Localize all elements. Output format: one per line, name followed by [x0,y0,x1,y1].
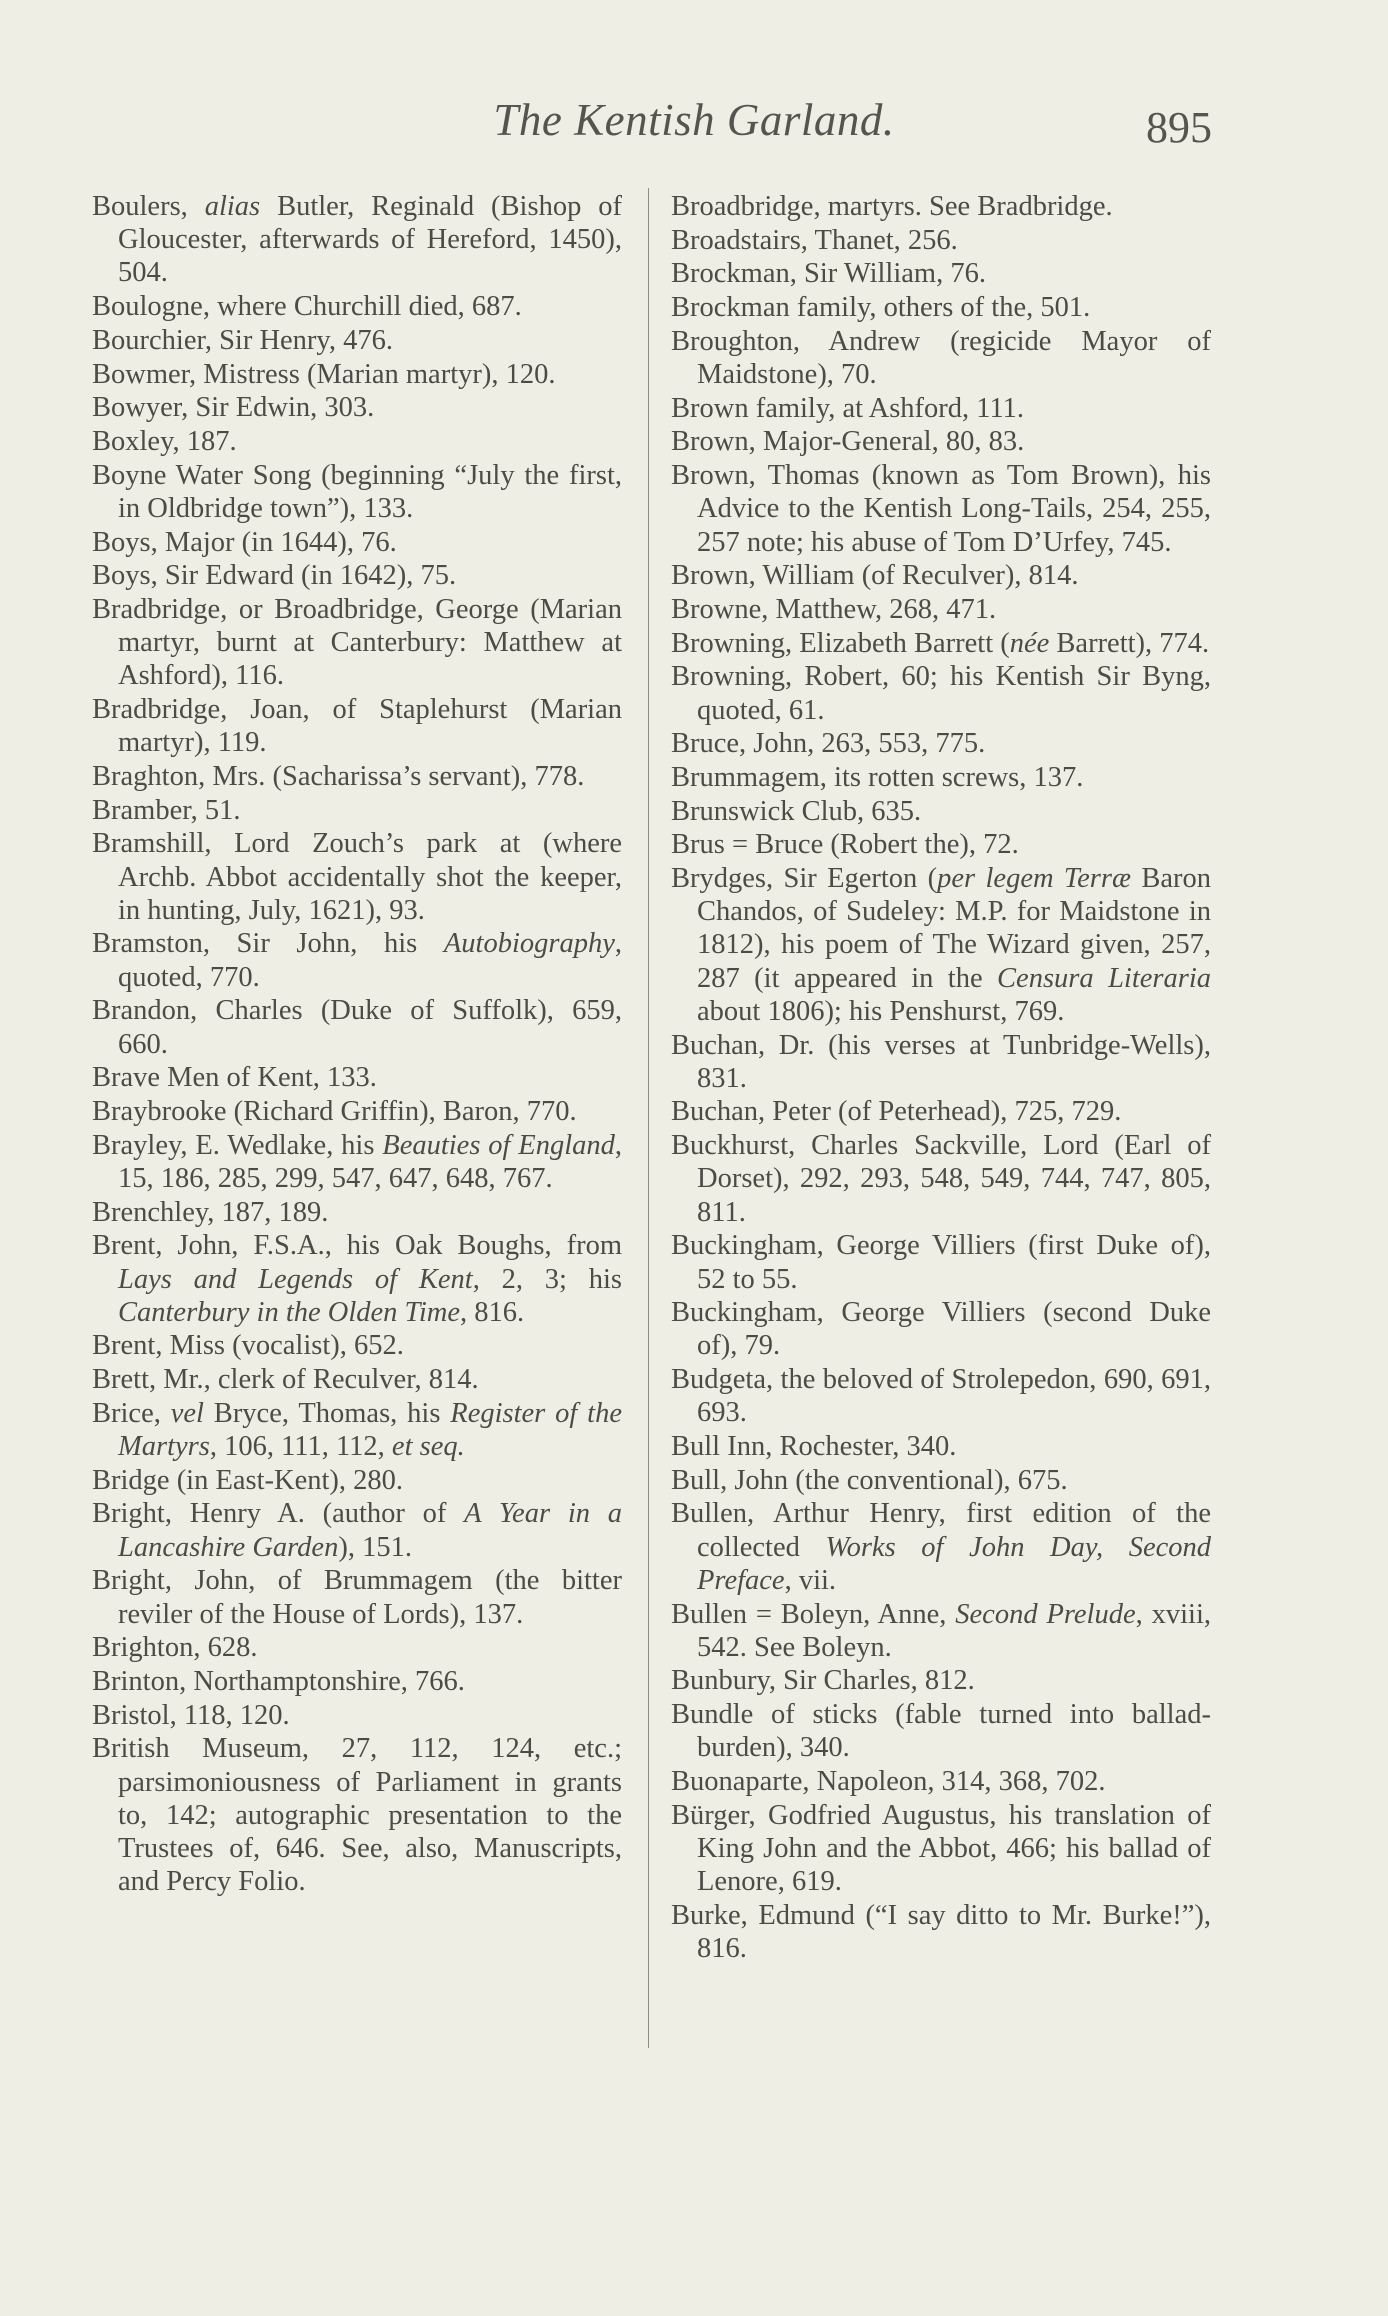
entry-title-italic: alias [204,191,261,222]
entry-text: , 816. [459,1296,525,1328]
entry-text: Bundle of sticks (fable turned into ballad-burden), 340. [671,1699,1211,1764]
index-entry [671,627,1211,660]
entry-text: Brenchley, 187, 189. [92,1196,329,1228]
entry-text: Baron Chandos, of Sudeley: M.P. for Maidstone in 1812), his poem of The Wizard given, 257, 287 (it appeared in the [697,863,1211,994]
entry-title-italic: Canterbury in the Olden Time [118,1296,460,1328]
right-column [671,190,1211,1966]
index-entry [671,660,1211,726]
entry-text: Brydges, Sir Egerton ( [671,863,938,895]
entry-title-italic: Works of John Day, Second Preface [697,1531,1212,1596]
index-entry [92,290,622,323]
entry-text: Brent, Miss (vocalist), 652. [92,1330,404,1362]
entry-text: Bramshill, Lord Zouch’s park at (where Archb. Abbot accidentally shot the keeper, in hunting, July, 1621), 93. [92,828,622,926]
index-entry [92,559,622,592]
index-entry [671,1363,1211,1429]
index-entry [671,1497,1211,1597]
entry-text: Broadbridge, martyrs. See Bradbridge. [671,191,1113,222]
entry-text: Brighton, 628. [92,1632,258,1664]
entry-text: Boys, Sir Edward (in 1642), 75. [92,560,457,592]
index-entry [671,1799,1211,1899]
entry-title-italic: Autobiography [443,928,615,960]
index-entry [671,1129,1211,1229]
entry-text: Brinton, Northamptonshire, 766. [92,1665,465,1697]
entry-text: Bridge (in East-Kent), 280. [92,1464,404,1496]
index-entry [92,1229,622,1329]
index-entry [671,224,1211,257]
entry-text: Boulogne, where Churchill died, 687. [92,291,522,323]
entry-text: Braybrooke (Richard Griffin), Baron, 770. [92,1095,577,1127]
entry-text: Brice, [92,1397,171,1429]
index-entry [671,593,1211,626]
index-entry [671,425,1211,458]
entry-text: about 1806); his Penshurst, 769. [697,995,1065,1027]
index-entry [92,459,622,525]
entry-title-italic: et seq. [391,1431,465,1463]
entry-text: Bright, John, of Brummagem (the bitter reviler of the House of Lords), 137. [92,1565,622,1630]
index-entry [671,1664,1211,1697]
entry-text: Bramston, Sir John, his [92,928,444,960]
index-entry [671,257,1211,290]
entry-text: , 2, 3; his [472,1263,622,1295]
index-entry [92,1665,622,1698]
entry-text: Brockman, Sir William, 76. [671,258,986,290]
entry-text: Buonaparte, Napoleon, 314, 368, 702. [671,1766,1106,1798]
entry-text: Bradbridge, Joan, of Staplehurst (Marian martyr), 119. [92,694,622,759]
entry-text: Buchan, Peter (of Peterhead), 725, 729. [671,1096,1122,1128]
entry-text: Brown, Thomas (known as Tom Brown), his Advice to the Kentish Long-Tails, 254, 255, 257 note; his abuse of Tom D’Urfey, 745. [671,460,1211,558]
entry-text: Browne, Matthew, 268, 471. [671,593,997,625]
entry-text: Bradbridge, or Broadbridge, George (Marian martyr, burnt at Canterbury: Matthew at Ashford), 116. [92,593,622,692]
index-entry [92,526,622,559]
entry-text: Brown family, at Ashford, 111. [671,392,1025,424]
entry-text: Brunswick Club, 635. [671,795,922,827]
entry-text: Brown, William (of Reculver), 814. [671,560,1079,592]
index-entry [92,324,622,357]
entry-text: Bryce, Thomas, his [203,1397,451,1429]
index-entry [671,795,1211,828]
index-entry [671,1598,1211,1664]
index-entry [92,760,622,793]
index-entry [671,392,1211,425]
index-entry [671,559,1211,592]
entry-text: Bullen = Boleyn, Anne, [671,1598,956,1630]
entry-text: Brent, John, F.S.A., his Oak Boughs, from [92,1230,622,1262]
entry-text: Bürger, Godfried Augustus, his translation of King John and the Abbot, 466; his ballad of Lenore, 619. [671,1799,1211,1898]
entry-text: Bunbury, Sir Charles, 812. [671,1665,975,1697]
index-entry [92,1631,622,1664]
index-entry [671,325,1211,391]
index-entry [92,1363,622,1396]
index-entry [92,693,622,759]
index-entry [92,927,622,993]
entry-text: Bourchier, Sir Henry, 476. [92,324,393,356]
index-entry [671,190,1211,223]
entry-text: Bull Inn, Rochester, 340. [671,1431,957,1463]
entry-text: , 106, 111, 112, [209,1431,392,1463]
index-entry [92,1196,622,1229]
index-entry [671,1430,1211,1463]
entry-text: Buchan, Dr. (his verses at Tunbridge-Wells), 831. [671,1029,1211,1094]
page-number: 895 [1146,103,1212,152]
index-entry [671,761,1211,794]
entry-text: ), 151. [338,1531,412,1563]
entry-text: Bright, Henry A. (author of [92,1498,465,1530]
entry-text: Boys, Major (in 1644), 76. [92,526,397,558]
entry-text: Bristol, 118, 120. [92,1699,290,1731]
entry-text: Butler, Reginald (Bishop of Gloucester, afterwards of Hereford, 1450), 504. [118,191,622,289]
entry-text: Buckingham, George Villiers (second Duke of), 79. [671,1297,1211,1362]
running-title: The Kentish Garland. [493,95,895,145]
entry-title-italic: vel [170,1397,204,1429]
entry-text: Bowyer, Sir Edwin, 303. [92,392,375,424]
index-entry [92,593,622,693]
index-entry [671,727,1211,760]
entry-title-italic: A Year in a Lancashire Garden [118,1498,622,1563]
entry-text: , quoted, 770. [118,928,622,993]
entry-title-italic: née [1009,627,1050,659]
index-entry [671,459,1211,559]
entry-title-italic: Beauties of England [382,1129,615,1161]
index-entry [671,862,1211,1028]
index-entry [92,1564,622,1630]
index-entry [671,1095,1211,1128]
index-entry [92,827,622,927]
entry-title-italic: Second Prelude [955,1598,1136,1630]
index-entry [671,1464,1211,1497]
index-entry [92,794,622,827]
entry-text: Bruce, John, 263, 553, 775. [671,728,986,760]
column-divider [648,188,649,2048]
index-entry [671,1296,1211,1362]
entry-text: Browning, Robert, 60; his Kentish Sir Byng, quoted, 61. [671,661,1211,726]
index-entry [92,1699,622,1732]
entry-text: Bramber, 51. [92,794,241,826]
entry-text: , vii. [784,1564,837,1596]
entry-text: Brett, Mr., clerk of Reculver, 814. [92,1364,479,1396]
index-entry [671,1765,1211,1798]
index-entry [92,190,622,290]
index-entry [671,1029,1211,1095]
index-entry [92,358,622,391]
entry-text: Browning, Elizabeth Barrett ( [671,627,1010,659]
entry-text: Brayley, E. Wedlake, his [92,1129,383,1161]
index-entry [92,1129,622,1195]
index-entry [92,1497,622,1563]
entry-text: Barrett), 774. [1049,627,1210,659]
index-entry [92,1732,622,1898]
index-entry [92,1095,622,1128]
index-entry [671,1698,1211,1764]
entry-text: Broadstairs, Thanet, 256. [671,224,958,256]
entry-text: Braghton, Mrs. (Sacharissa’s servant), 778. [92,760,585,792]
index-entry [92,1397,622,1463]
entry-text: Bowmer, Mistress (Marian martyr), 120. [92,358,556,390]
entry-text: Brave Men of Kent, 133. [92,1062,377,1094]
entry-text: Budgeta, the beloved of Strolepedon, 690, 691, 693. [671,1364,1211,1429]
entry-text: Buckhurst, Charles Sackville, Lord (Earl of Dorset), 292, 293, 548, 549, 744, 747, 805, 811. [671,1130,1211,1228]
index-entry [671,291,1211,324]
entry-text: Boyne Water Song (beginning “July the first, in Oldbridge town”), 133. [92,459,622,524]
entry-text: Brus = Bruce (Robert the), 72. [671,829,1019,861]
index-entry [92,391,622,424]
entry-title-italic: Lays and Legends of Kent [118,1263,473,1295]
entry-title-italic: per legem Terræ [937,863,1131,895]
index-entry [671,1229,1211,1295]
entry-text: Boulers, [92,191,205,222]
entry-text: , 15, 186, 285, 299, 547, 647, 648, 767. [118,1129,622,1194]
index-entry [92,994,622,1060]
index-entry [92,1329,622,1362]
entry-text: Brandon, Charles (Duke of Suffolk), 659, 660. [92,995,622,1060]
entry-text: Brummagem, its rotten screws, 137. [671,761,1084,793]
entry-text: Burke, Edmund (“I say ditto to Mr. Burke!”), 816. [671,1899,1211,1965]
entry-text: Brown, Major-General, 80, 83. [671,426,1025,458]
index-entry [92,425,622,458]
entry-title-italic: Censura Literaria [997,962,1212,994]
entry-text: Bull, John (the conventional), 675. [671,1464,1068,1496]
index-entry [671,828,1211,861]
entry-text: Bullen, Arthur Henry, first edition of the collected [671,1498,1211,1563]
index-entry [92,1061,622,1094]
entry-text: Brockman family, others of the, 501. [671,292,1091,324]
entry-text: Boxley, 187. [92,425,237,457]
index-entry [671,1899,1211,1965]
entry-text: Broughton, Andrew (regicide Mayor of Maidstone), 70. [671,325,1211,391]
entry-text: British Museum, 27, 112, 124, etc.; parsimoniousness of Parliament in grants to, 142; autographic presentation to the Trustees of, 646. See, also, Manuscripts, and Percy Folio. [92,1733,622,1898]
entry-title-italic: Register of the Martyrs [118,1397,622,1463]
index-entry [92,1464,622,1497]
left-column [92,190,622,1899]
entry-text: Buckingham, George Villiers (first Duke of), 52 to 55. [671,1230,1211,1295]
entry-text: , xviii, 542. See Boleyn. [697,1598,1211,1663]
